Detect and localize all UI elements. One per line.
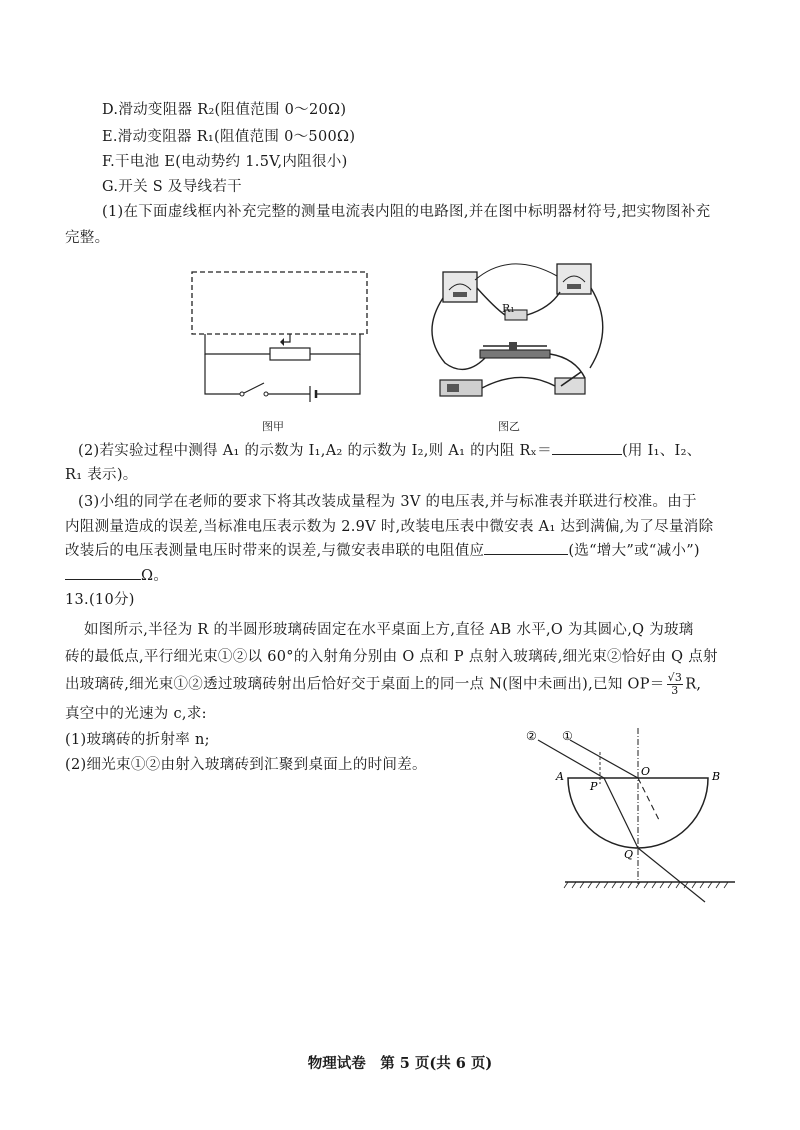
answer-blank-ohm[interactable] [65,565,141,580]
label-b: B [712,770,721,783]
item-g: G.开关 S 及导线若干 [102,179,242,195]
q12-part3-line1: (3)小组的同学在老师的要求下将其改装成量程为 3V 的电压表,并与标准表并联进行校准。由于 [78,494,697,510]
fig-b-caption: 图乙 [498,420,520,433]
q13-line3-text-a: 出玻璃砖,细光束①②透过玻璃砖射出后恰好交于桌面上的同一点 N(图中未画出),已知 OP＝ [65,676,665,693]
dashed-box [192,272,367,334]
label-beam-2: ② [526,729,537,743]
q13-line4: 真空中的光速为 c,求: [65,706,207,722]
q12-part1-line2: 完整。 [65,230,110,246]
q13-line3 [65,672,701,697]
glass-semicircle-diagram [520,722,745,907]
label-a: A [556,770,564,783]
rheostat [270,348,310,360]
circuit-diagram-fig-a [180,268,370,413]
q13-line3-text-b: R, [685,676,702,693]
ammeter-a2 [557,264,591,294]
label-o: O [641,765,651,778]
fig-a-caption: 图甲 [262,420,284,433]
q13-sub2: (2)细光束①②由射入玻璃砖到汇聚到桌面上的时间差。 [65,757,427,773]
q13-sub1: (1)玻璃砖的折射率 n; [65,732,210,748]
q12-part2-text-a: (2)若实验过程中测得 A₁ 的示数为 I₁,A₂ 的示数为 I₂,则 A₁ 的内阻 Rₓ＝ [78,443,552,459]
q12-part3-text-b: (选“增大”或“减小”) [568,543,700,559]
battery-physical [440,380,482,396]
answer-blank-change[interactable] [484,540,568,555]
ammeter-a1 [443,272,477,302]
q13-header: 13.(10分) [65,592,135,608]
switch [240,392,244,396]
q12-part3-text-c: Ω。 [141,568,169,584]
q12-part3-text-a: 改装后的电压表测量电压时带来的误差,与微安表串联的电阻值应 [65,543,485,559]
q12-part3-line3 [65,540,700,561]
item-d: D.滑动变阻器 R₂(阻值范围 0～20Ω) [102,102,347,118]
q12-part1-line1: (1)在下面虚线框内补充完整的测量电流表内阻的电路图,并在图中标明器材符号,把实物图补充 [102,204,711,220]
op-fraction [667,672,684,697]
page-footer: 物理试卷 第 5 页(共 6 页) [307,1055,493,1072]
rheostat-physical [480,350,550,358]
q12-part2-line2: R₁ 表示)。 [65,467,138,483]
q12-part2-line1 [78,440,701,461]
answer-blank-rx[interactable] [552,440,622,455]
label-p: P [590,780,598,793]
beam-1 [570,740,638,778]
label-q: Q [624,848,634,861]
q12-part2-text-b: (用 I₁、I₂、 [621,443,702,459]
q13-line2: 砖的最低点,平行细光束①②以 60°的入射角分别由 O 点和 P 点射入玻璃砖,细光束②恰好由 Q 点射 [65,649,718,665]
label-beam-1: ① [562,729,573,743]
q13-line1: 如图所示,半径为 R 的半圆形玻璃砖固定在水平桌面上方,直径 AB 水平,O 为其圆心,Q 为玻璃 [84,622,694,638]
op-fraction-den: 3 [671,684,679,697]
op-fraction-num: √3 [667,671,683,684]
q12-part3-line2: 内阻测量造成的误差,当标准电压表示数为 2.9V 时,改装电压表中微安表 A₁ 达到满偏,为了尽量消除 [65,519,714,535]
item-e: E.滑动变阻器 R₁(阻值范围 0～500Ω) [102,129,356,145]
beam-2 [538,740,604,778]
r1-label: R₁ [502,302,515,315]
physical-setup-fig-b [425,258,610,413]
q12-part3-line4 [65,565,168,586]
item-f: F.干电池 E(电动势约 1.5V,内阻很小) [102,154,348,170]
